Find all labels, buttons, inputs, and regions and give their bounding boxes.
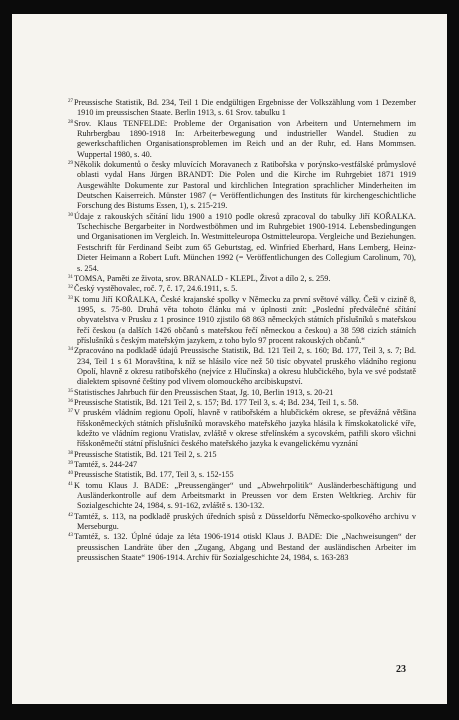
footnote-text: K tomu Jiří KOŘALKA, České krajanské spolky v Německu za první světové války. Češi v cizině 8, 1995, s. 75-80. Druhá věta tohoto článku má v úplnosti znít: „Poslední předválečné sčítání obyvatelstva v Prusku z 1 prosince 1910 zjistilo 68 863 německých státních příslušníků s mateřskou řečí českou (a dalších 1426 občanů s mateřskou řečí německou a českou) a 38 598 cizích státních příslušníků s českým mateřským jazykem, z toho bylo 97 procent rakouských občanů.“: [74, 294, 416, 345]
scan-border: [0, 704, 459, 720]
footnote-text: V pruském vládním regionu Opolí, hlavně v ratibořském a hlubčickém okrese, se převážná většina říšskoněmeckých státních příslušníků moravského mateřského jazyka hlásila k římskokatolické víře, kdežto ve vládním regionu Vratislav, zvláště v okrese střelínském a sycovském, patřili skoro všichni říšskoněmečtí státní příslušníci českého mateřského jazyka k evangelickému vyznání: [74, 408, 416, 449]
footnote-number: 40: [68, 471, 73, 477]
footnote-text: K tomu Klaus J. BADE: „Preussengänger“ und „Abwehrpolitik“ Ausländerbeschäftigung und Ausländerkontrolle auf dem Arbeitsmarkt in Preussen vor dem Ersten Weltkrieg. Archiv für Sozialgeschichte 24, 1984, s. 91-162, zvláště s. 130-132.: [74, 480, 416, 511]
footnote: [68, 212, 416, 274]
footnote: [68, 470, 416, 480]
footnote-number: 32: [68, 285, 73, 291]
footnote-number: 27: [68, 99, 73, 104]
footnote-number: 39: [68, 461, 73, 467]
footnote-number: 35: [68, 388, 73, 394]
footnote: [68, 481, 416, 512]
footnote-number: 37: [68, 409, 73, 415]
footnote-number: 42: [68, 512, 73, 518]
footnote: [68, 98, 416, 119]
footnote-text: Statistisches Jahrbuch für den Preussischen Staat, Jg. 10, Berlin 1913, s. 20-21: [74, 387, 334, 397]
footnote-number: 33: [68, 295, 73, 301]
footnote-number: 38: [68, 450, 73, 456]
footnote-text: TOMSA, Paměti ze života, srov. BRANALD - KLEPL, Život a dílo 2, s. 259.: [74, 273, 331, 283]
footnote-text: Zpracováno na podkladě údajů Preussische Statistik, Bd. 121 Teil 2, s. 160; Bd. 177, Teil 3, s. 7; Bd. 234, Teil 1 s 61 Moravština, k níž se hlásilo více než 50 tisíc obyvatel pruského vládního regionu Opolí, hlavně z okresu ratibořského (nejvíce z Hlučínska) a okresu hlubčického, byla ve své podstatě dialektem spisovné češtiny pod vlivem olomouckého arcibiskupství.: [74, 346, 416, 387]
footnote-number: 36: [68, 398, 73, 404]
footnote-number: 43: [68, 533, 73, 539]
footnote: [68, 284, 416, 294]
footnote-number: 30: [68, 212, 73, 218]
footnote: [68, 388, 416, 398]
footnote: [68, 408, 416, 449]
footnote-text: Tamtéž, s. 132. Úplné údaje za léta 1906-1914 otiskl Klaus J. BADE: Die „Nachweisungen“ der preussischen Landräte über den „Zugang, Abgang und Bestand der ausländischen Arbeiter im preussischen Staate“ 1906-1914. Archiv für Sozialgeschichte 24, 1984, s. 163-283: [74, 532, 416, 563]
footnote-number: 28: [68, 119, 73, 125]
footnote: [68, 460, 416, 470]
footnote: [68, 450, 416, 460]
footnote: [68, 346, 416, 387]
footnote: [68, 274, 416, 284]
footnote-number: 34: [68, 347, 73, 353]
footnote-text: Český vystěhovalec, roč. 7, č. 17, 24.6.1911, s. 5.: [74, 284, 238, 294]
document-page: [12, 14, 447, 718]
footnote-number: 41: [68, 481, 73, 487]
footnote: [68, 295, 416, 347]
footnote: [68, 160, 416, 212]
footnote: [68, 532, 416, 563]
footnote-text: Tamtéž, s. 113, na podkladě pruských úředních spisů z Düsseldorfu Německo-spolkového archivu v Merseburgu.: [74, 511, 416, 532]
footnote-text: Srov. Klaus TENFELDE: Probleme der Organisation von Arbeitern und Unternehmern im Ruhrbergbau 1890-1918 In: Arbeiterbewegung und industrieller Wandel. Studien zu gewerkschaftlichen Organisationsproblemen im Reich und an der Ruhr, ed. Hans Mommsen. Wuppertal 1980, s. 40.: [74, 118, 416, 159]
page-number: 23: [396, 664, 406, 675]
footnotes-list: [68, 98, 416, 563]
footnote-text: Preussische Statistik, Bd. 234, Teil 1 Die endgültigen Ergebnisse der Volkszählung vom 1 Dezember 1910 im preussischen Staate. Berlin 1913, s. 61 Srov. tabulku 1: [74, 98, 416, 118]
footnote-text: Údaje z rakouských sčítání lidu 1900 a 1910 podle okresů zpracoval do tabulky Jiří KOŘALKA. Tschechische Bergarbeiter in Nordwestböhmen und im Ruhrgebiet 1900-1914. Lebensbedingungen und Organisationen im Vergleich. In. Westmitteleuropa Ostmitteleuropa. Vergleiche und Beziehungen. Festschrift für Ferdinand Seibt zum 65 Geburtstag, ed. Winfried Eberhard, Hans Lemberg, Heinz-Dieter Heimann a Robert Luft. München 1992 (= Veröffentlichungen des Collegium Carolinum, 70), s. 254.: [74, 211, 416, 273]
footnote-text: Tamtéž, s. 244-247: [74, 460, 138, 470]
footnote: [68, 512, 416, 533]
footnote-number: 29: [68, 161, 73, 167]
footnote: [68, 119, 416, 160]
footnote-text: Preussische Statistik, Bd. 121 Teil 2, s. 157; Bd. 177 Teil 3, s. 4; Bd. 234, Teil 1, s. 58.: [74, 397, 359, 407]
footnote: [68, 398, 416, 408]
footnote-number: 31: [68, 274, 73, 280]
footnote-text: Preussische Statistik, Bd. 177, Teil 3, s. 152-155: [74, 470, 234, 480]
footnote-text: Několik dokumentů o česky mluvících Moravanech z Ratibořska v porýnsko-vestfálské průmyslové oblasti vydal Hans Jürgen BRANDT: Die Polen und die Kirche im Ruhrgebiet 1871 1919 Ausgewählte Dokumente zur Pastoral und kirchlichen Integration sprachlicher Minderheiten im Deutschen Kaiserreich. Münster 1987 (= Veröffentlichungen des Instituts für kirchengeschichtliche Forschung des Bistums Essen, 1), s. 215-219.: [74, 160, 416, 211]
footnote-text: Preussische Statistik, Bd. 121 Teil 2, s. 215: [74, 449, 217, 459]
